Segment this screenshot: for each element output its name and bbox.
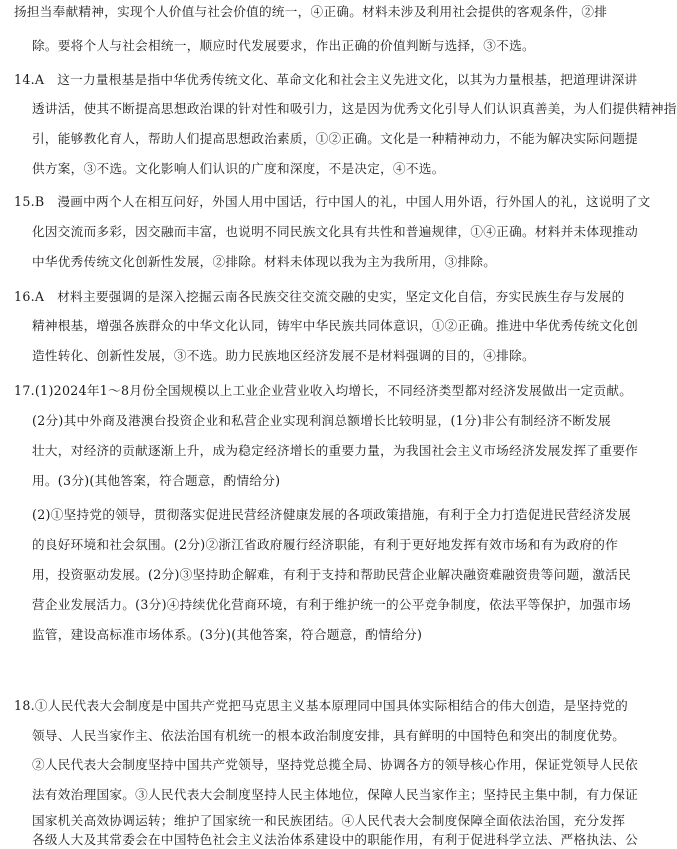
answer-16-line: 16.A 材料主要强调的是深入挖掘云南各民族交往交流交融的史实，坚定文化自信，夯实民族生存与发展的: [14, 289, 625, 304]
text-line: 造性转化、创新性发展，③不选。助力民族地区经济发展不是材料强调的目的，④排除。: [32, 348, 535, 363]
text-line: 化因交流而多彩，因交融而丰富，也说明不同民族文化具有共性和普遍规律，①④正确。材料并未体现推动: [32, 224, 639, 239]
text-line: 法有效治理国家。③人民代表大会制度坚持人民主体地位，保障人民当家作主；坚持民主集中制，有力保证: [32, 787, 639, 802]
text-line: (2分)其中外商及港澳台投资企业和私营企业实现利润总额增长比较明显，(1分)非公有制经济不断发展: [32, 413, 612, 428]
text-line: 营企业发展活力。(3分)④持续优化营商环境，有利于维护统一的公平竞争制度，依法平等保护，加强市场: [32, 597, 631, 612]
answer-18-line: 18.①人民代表大会制度是中国共产党把马克思主义基本原理同中国具体实际相结合的伟大创造，是坚持党的: [14, 698, 629, 713]
text-line: 透讲活，使其不断提高思想政治课的针对性和吸引力，这是因为优秀文化引导人们认识真善美，为人们提供精神指: [32, 101, 677, 116]
answer-15-line: 15.B 漫画中两个人在相互问好，外国人用中国话，行中国人的礼，中国人用外语，行外国人的礼，这说明了文: [14, 194, 651, 209]
answer-14-line: 14.A 这一力量根基是指中华优秀传统文化、革命文化和社会主义先进文化，以其为力量根基，把道理讲深讲: [14, 72, 638, 87]
text-line: 用。(3分)(其他答案，符合题意，酌情给分): [32, 473, 281, 488]
text-line: 各级人大及其常委会在中国特色社会主义法治体系建设中的职能作用，有利于促进科学立法、严格执法、公: [32, 832, 639, 847]
text-line: 的良好环境和社会氛围。(2分)②浙江省政府履行经济职能，有利于更好地发挥有效市场和有为政府的作: [32, 537, 619, 552]
text-line: 壮大，对经济的贡献逐渐上升，成为稳定经济增长的重要力量，为我国社会主义市场经济发展发挥了重要作: [32, 443, 639, 458]
text-line: 用，投资驱动发展。(2分)③坚持助企解难，有利于支持和帮助民营企业解决融资难融资贵等问题，激活民: [32, 567, 631, 582]
text-line: 供方案，③不选。文化影响人们认识的广度和深度，不是决定，④不选。: [32, 161, 445, 176]
text-line: 精神根基，增强各族群众的中华文化认同，铸牢中华民族共同体意识，①②正确。推进中华优秀传统文化创: [32, 318, 639, 333]
text-line: 除。要将个人与社会相统一，顺应时代发展要求，作出正确的价值判断与选择，③不选。: [32, 38, 535, 53]
text-line: 中华优秀传统文化创新性发展，②排除。材料未体现以我为主为我所用，③排除。: [32, 254, 497, 269]
text-line: ②人民代表大会制度坚持中国共产党领导，坚持党总揽全局、协调各方的领导核心作用，保证党领导人民依: [32, 757, 639, 772]
text-line: 领导、人民当家作主、依法治国有机统一的根本政治制度安排，具有鲜明的中国特色和突出的制度优势。: [32, 728, 626, 743]
text-line: 扬担当奉献精神，实现个人价值与社会价值的统一，④正确。材料未涉及利用社会提供的客观条件，②排: [14, 4, 608, 19]
text-line: 国家机关高效协调运转；维护了国家统一和民族团结。④人民代表大会制度保障全面依法治国，充分发挥: [32, 813, 626, 828]
text-line: 监管，建设高标准市场体系。(3分)(其他答案，符合题意，酌情给分): [32, 627, 423, 642]
text-line: (2)①坚持党的领导，贯彻落实促进民营经济健康发展的各项政策措施，有利于全力打造促进民营经济发展: [32, 507, 631, 522]
text-line: 引，能够教化育人，帮助人们提高思想政治素质，①②正确。文化是一种精神动力，不能为解决实际问题提: [32, 131, 639, 146]
answer-17-line: 17.(1)2024年1～8月份全国规模以上工业企业营业收入均增长，不同经济类型都对经济发展做出一定贡献。: [14, 383, 633, 398]
